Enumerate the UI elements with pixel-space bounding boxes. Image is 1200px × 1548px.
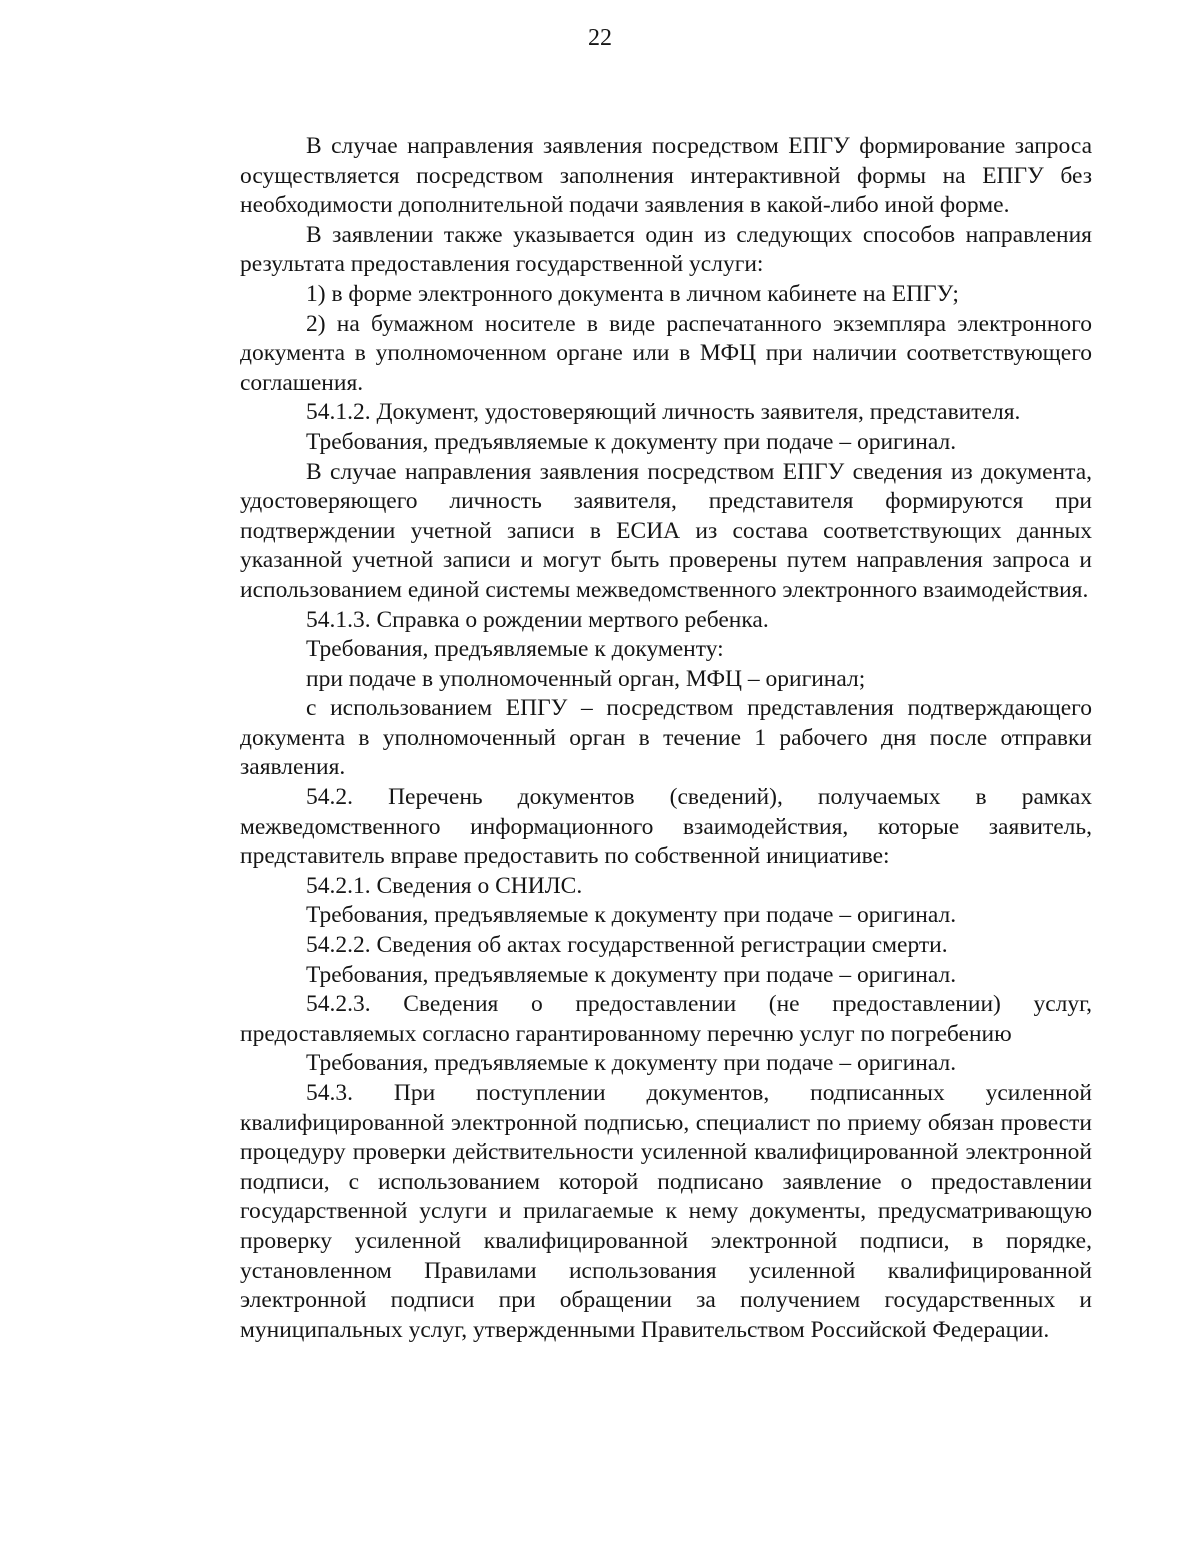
section-54-2-3-heading: 54.2.3. Сведения о предоставлении (не предоставлении) услуг, предоставляемых согласно гарантированному перечню услуг по погребению xyxy=(240,991,1092,1047)
requirement-text: Требования, предъявляемые к документу при подаче – оригинал. xyxy=(306,428,957,455)
list-item-electronic: 1) в форме электронного документа в личном кабинете на ЕПГУ; xyxy=(306,280,959,307)
requirement-epgu: с использованием ЕПГУ – посредством представления подтверждающего документа в уполномоченный орган в течение 1 рабочего дня после отправки заявления. xyxy=(240,695,1092,781)
paragraph-epgu-request: В случае направления заявления посредством ЕПГУ формирование запроса осуществляется посредством заполнения интерактивной формы на ЕПГУ без необходимости дополнительной подачи заявления в какой-либо иной форме. xyxy=(240,133,1092,219)
requirement-office: при подаче в уполномоченный орган, МФЦ – оригинал; xyxy=(306,665,866,692)
requirement-text: Требования, предъявляемые к документу при подаче – оригинал. xyxy=(306,902,957,929)
requirement-text: Требования, предъявляемые к документу: xyxy=(306,636,724,663)
paragraph-result-methods: В заявлении также указывается один из следующих способов направления результата предоставления государственной услуги: xyxy=(240,221,1092,278)
section-54-2-2-heading: 54.2.2. Сведения об актах государственной регистрации смерти. xyxy=(306,932,948,959)
section-54-1-2-heading: 54.1.2. Документ, удостоверяющий личность заявителя, представителя. xyxy=(306,399,1021,426)
section-54-2-1-heading: 54.2.1. Сведения о СНИЛС. xyxy=(306,872,583,899)
requirement-text: Требования, предъявляемые к документу при подаче – оригинал. xyxy=(306,1050,957,1077)
section-54-1-3-heading: 54.1.3. Справка о рождении мертвого ребенка. xyxy=(306,606,769,633)
page-number: 22 xyxy=(588,25,612,51)
list-item-paper: 2) на бумажном носителе в виде распечатанного экземпляра электронного документа в уполномоченном органе или в МФЦ при наличии соответствующего соглашения. xyxy=(240,310,1092,396)
section-54-3-paragraph: 54.3. При поступлении документов, подписанных усиленной квалифицированной электронной подписью, специалист по приему обязан провести процедуру проверки действительности усиленной квалифицированной электронной подписи, с использованием которой подписано заявление о предоставлении государственной услуги и прилагаемые к нему документы, предусматривающую проверку усиленной квалифицированной электронной подписи, в порядке, установленном Правилами использования усиленной квалифицированной электронной подписи при обращении за получением государственных и муниципальных услуг, утвержденными Правительством Российской Федерации. xyxy=(240,1080,1092,1343)
section-54-2-heading: 54.2. Перечень документов (сведений), получаемых в рамках межведомственного информационного взаимодействия, которые заявитель, представитель вправе предоставить по собственной инициативе: xyxy=(240,784,1092,870)
paragraph-esia-verification: В случае направления заявления посредством ЕПГУ сведения из документа, удостоверяющего личность заявителя, представителя формируются при подтверждении учетной записи в ЕСИА из состава соответствующих данных указанной учетной записи и могут быть проверены путем направления запроса и использованием единой системы межведомственного электронного взаимодействия. xyxy=(240,458,1092,603)
document-body xyxy=(240,132,1092,1345)
requirement-text: Требования, предъявляемые к документу при подаче – оригинал. xyxy=(306,961,957,988)
